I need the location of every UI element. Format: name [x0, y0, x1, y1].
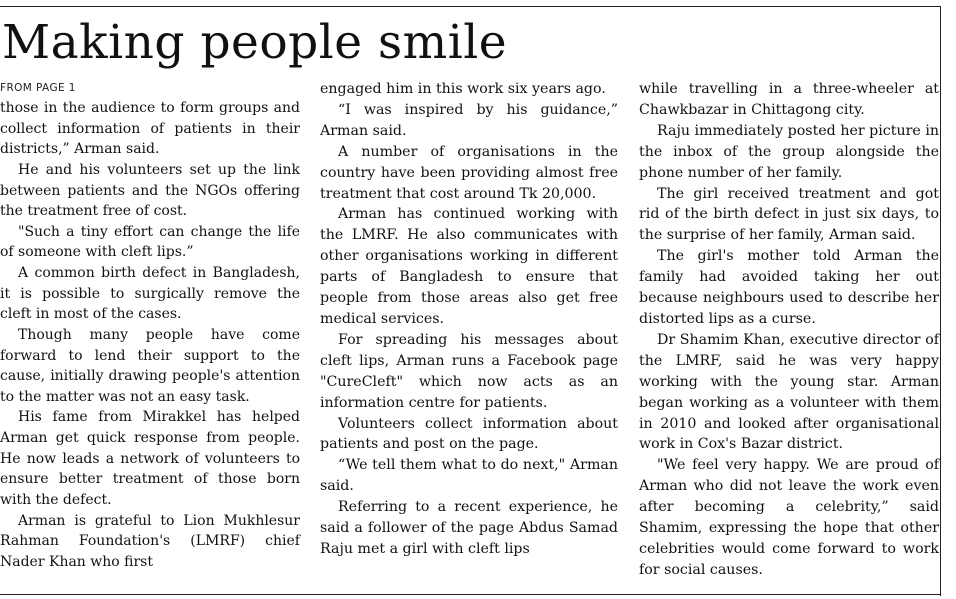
- paragraph: while travelling in a three-wheeler at Chawkbazar in Chittagong city.: [639, 81, 939, 118]
- paragraph: "Such a tiny effort can change the life of someone with cleft lips.”: [0, 223, 300, 261]
- bottom-rule: [0, 594, 941, 595]
- headline: Making people smile: [2, 15, 508, 70]
- paragraph: The girl's mother told Arman the family had avoided taking her out because neighbours used to describe her distorted lips as a curse.: [639, 248, 939, 327]
- paragraph: A common birth defect in Bangladesh, it is possible to surgically remove the cleft in most of the cases.: [0, 265, 300, 323]
- paragraph: Dr Shamim Khan, executive director of the LMRF, said he was very happy working with the young star. Arman began working as a volunteer with them in 2010 and looked after organisational work in Cox's Bazar district.: [639, 331, 939, 453]
- right-rule: [940, 6, 941, 596]
- paragraph: His fame from Mirakkel has helped Arman get quick response from people. He now leads a network of volunteers to ensure better treatment of those born with the defect.: [0, 409, 300, 508]
- paragraph: engaged him in this work six years ago.: [320, 81, 606, 97]
- article-column-3: [639, 79, 939, 581]
- article-column-2: [320, 79, 618, 560]
- paragraph: those in the audience to form groups and collect information of patients in their districts,” Arman said.: [0, 100, 300, 158]
- paragraph: “I was inspired by his guidance,” Arman said.: [320, 101, 618, 139]
- paragraph: "We feel very happy. We are proud of Arman who did not leave the work even after becoming a celebrity,” said Shamim, expressing the hope that other celebrities would come forward to work for social causes.: [639, 457, 939, 578]
- paragraph: “We tell them what to do next," Arman said.: [320, 457, 618, 495]
- paragraph: Referring to a recent experience, he said a follower of the page Abdus Samad Raju met a girl with cleft lips: [320, 499, 618, 557]
- continued-from-label: FROM PAGE 1: [0, 82, 76, 94]
- paragraph: Arman is grateful to Lion Mukhlesur Rahman Foundation's (LMRF) chief Nader Khan who first: [0, 512, 300, 570]
- paragraph: Raju immediately posted her picture in the inbox of the group alongside the phone number of her family.: [639, 122, 939, 181]
- paragraph: The girl received treatment and got rid of the birth defect in just six days, to the surprise of her family, Arman said.: [639, 185, 939, 244]
- top-rule: [0, 6, 940, 7]
- paragraph: Though many people have come forward to lend their support to the cause, initially drawing people's attention to the matter was not an easy task.: [0, 326, 300, 405]
- paragraph: For spreading his messages about cleft lips, Arman runs a Facebook page "CureCleft" which now acts as an information centre for patients.: [320, 331, 618, 411]
- paragraph: A number of organisations in the country have been providing almost free treatment that cost around Tk 20,000.: [320, 143, 618, 202]
- paragraph: He and his volunteers set up the link between patients and the NGOs offering the treatment free of cost.: [0, 161, 300, 220]
- paragraph: Volunteers collect information about patients and post on the page.: [320, 415, 618, 453]
- article-column-1: [0, 78, 300, 572]
- paragraph: Arman has continued working with the LMRF. He also communicates with other organisations working in different parts of Bangladesh to ensure that people from those areas also get free medical services.: [320, 206, 618, 327]
